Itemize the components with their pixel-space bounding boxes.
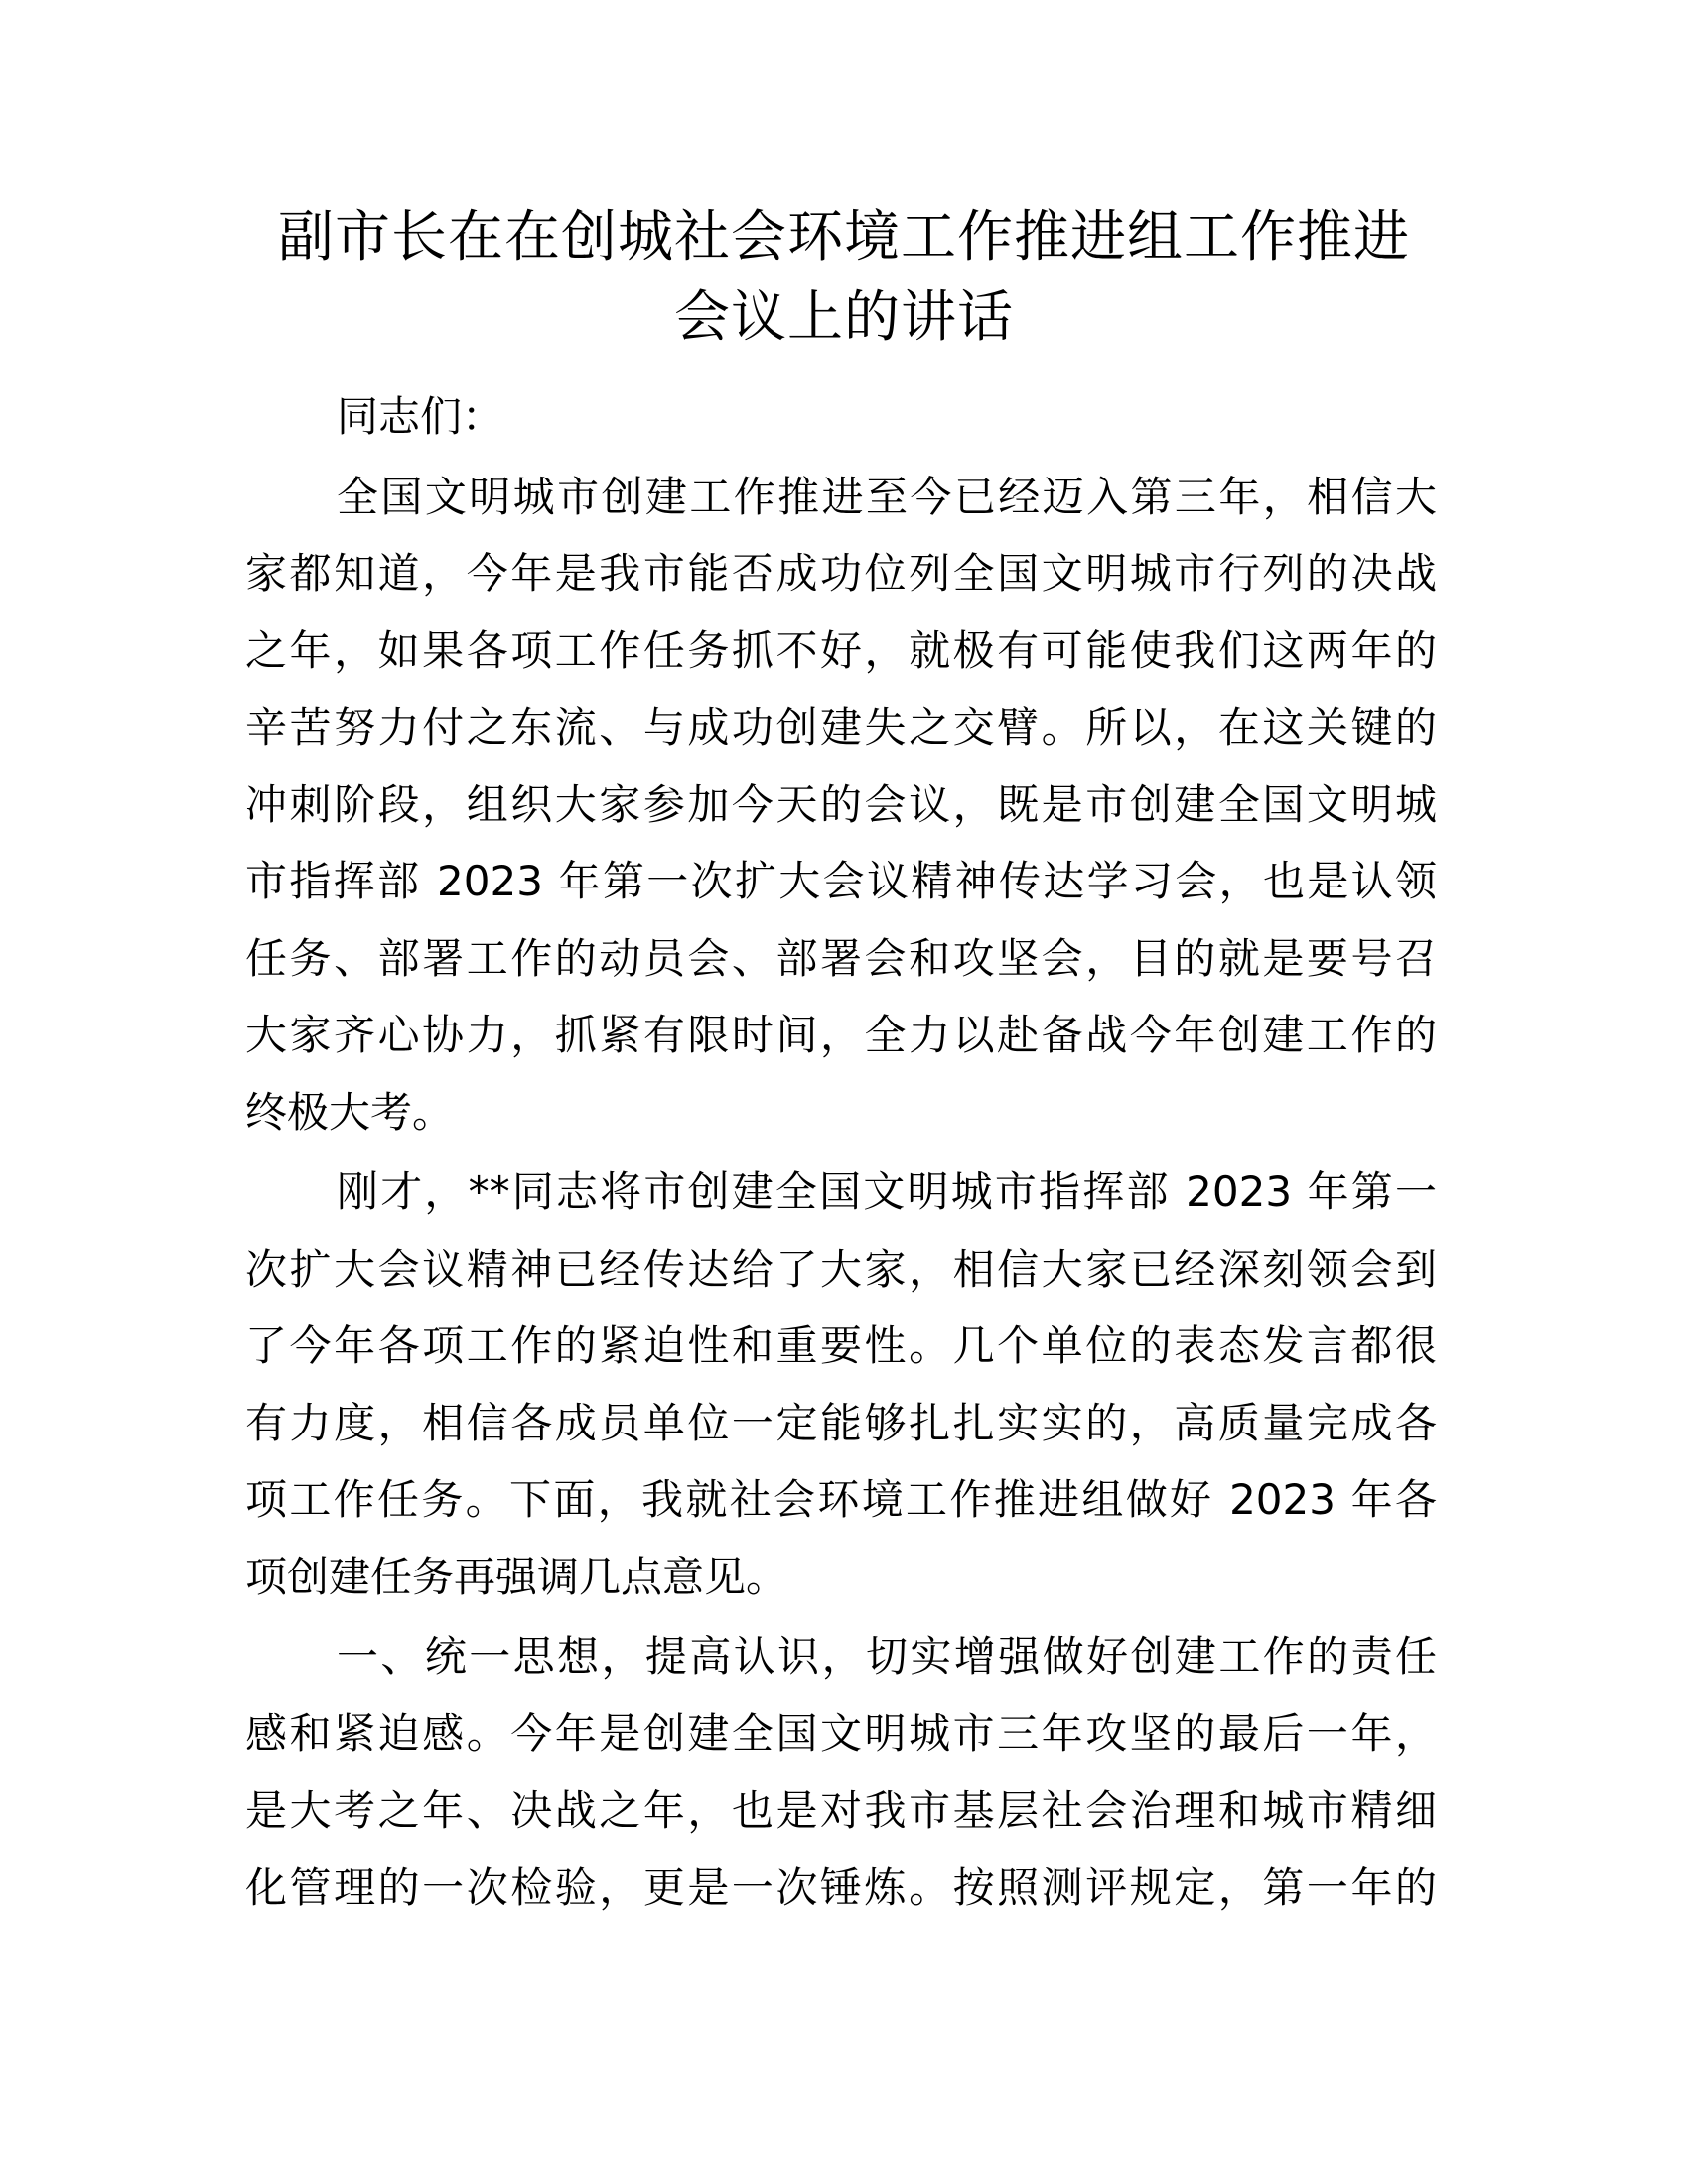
paragraph-line: 是大考之年、决战之年，也是对我市基层社会治理和城市精细 (245, 1786, 1437, 1835)
paragraph-line: 了今年各项工作的紧迫性和重要性。几个单位的表态发言都很 (245, 1321, 1437, 1370)
paragraph-line: 全国文明城市创建工作推进至今已经迈入第三年，相信大 (337, 472, 1437, 521)
title-line-1: 副市长在在创城社会环境工作推进组工作推进 (278, 205, 1410, 270)
paragraph-line: 辛苦努力付之东流、与成功创建失之交臂。所以，在这关键的 (245, 703, 1437, 751)
paragraph-line: 感和紧迫感。今年是创建全国文明城市三年攻坚的最后一年， (245, 1708, 1437, 1758)
paragraph-line: 项工作任务。下面，我就社会环境工作推进组做好 2023 年各 (245, 1475, 1437, 1524)
paragraph-2 (245, 1154, 1437, 1615)
paragraph-line: 任务、部署工作的动员会、部署会和攻坚会，目的就是要号召 (245, 933, 1437, 983)
paragraph-line: 之年，如果各项工作任务抓不好，就极有可能使我们这两年的 (245, 625, 1437, 675)
paragraph-line: 刚才，**同志将市创建全国文明城市指挥部 2023 年第一 (337, 1167, 1437, 1216)
paragraph-line: 次扩大会议精神已经传达给了大家，相信大家已经深刻领会到 (245, 1244, 1437, 1294)
salutation (245, 378, 1437, 456)
paragraph-line: 有力度，相信各成员单位一定能够扎扎实实的，高质量完成各 (245, 1398, 1437, 1447)
paragraph-line: 化管理的一次检验，更是一次锤炼。按照测评规定，第一年的 (245, 1862, 1437, 1912)
title-line-2: 会议上的讲话 (674, 285, 1014, 349)
paragraph-line: 一、统一思想，提高认识，切实增强做好创建工作的责任 (337, 1632, 1437, 1681)
document-body (245, 378, 1437, 1926)
paragraph-1 (245, 459, 1437, 1152)
document-title (238, 199, 1450, 357)
paragraph-line: 市指挥部 2023 年第一次扩大会议精神传达学习会，也是认领 (245, 857, 1437, 905)
paragraph-line: 家都知道，今年是我市能否成功位列全国文明城市行列的决战 (245, 549, 1437, 598)
paragraph-line: 冲刺阶段，组织大家参加今天的会议，既是市创建全国文明城 (245, 779, 1437, 829)
salutation-text: 同志们： (337, 392, 504, 441)
paragraph-line: 大家齐心协力，抓紧有限时间，全力以赴备战今年创建工作的 (245, 1011, 1437, 1059)
paragraph-3 (245, 1618, 1437, 1926)
paragraph-line: 项创建任务再强调几点意见。 (245, 1552, 788, 1601)
paragraph-line: 终极大考。 (245, 1087, 455, 1137)
